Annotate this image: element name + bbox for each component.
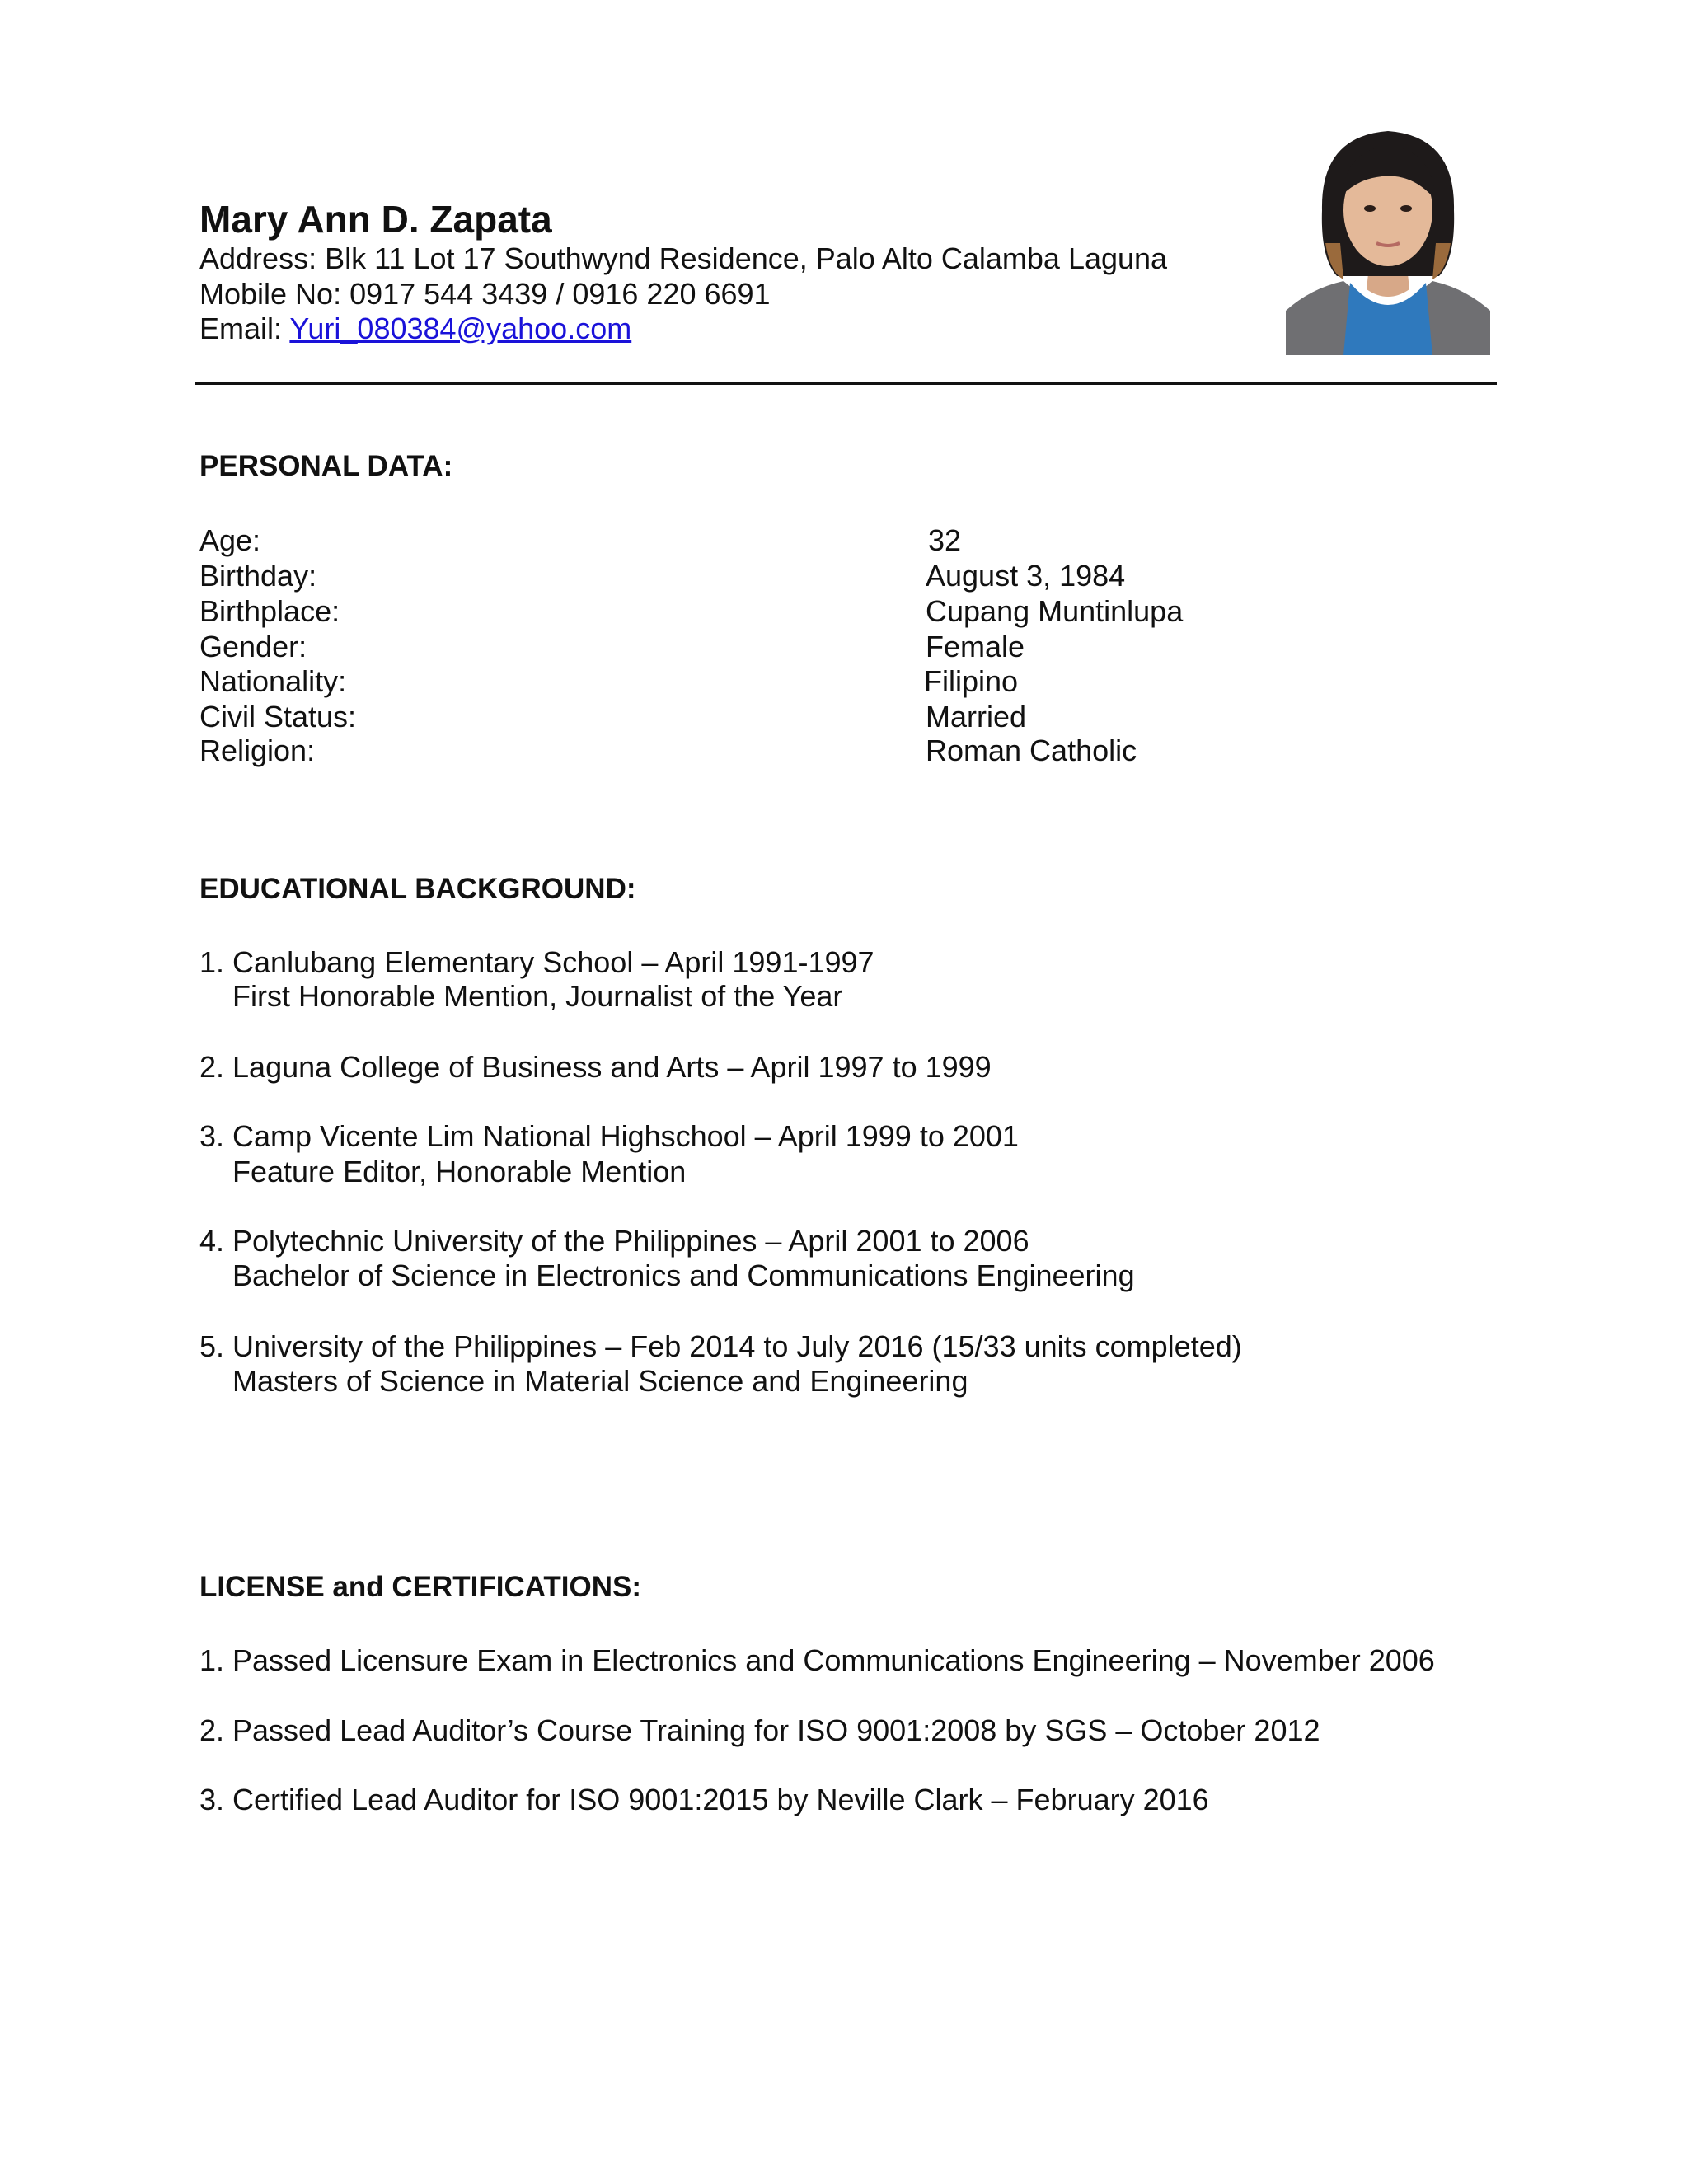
education-item: 2. Laguna College of Business and Arts – April 1997 to 1999 — [199, 1050, 992, 1084]
gender-label: Gender: — [199, 630, 307, 663]
birthday-label: Birthday: — [199, 559, 317, 593]
religion-value: Roman Catholic — [926, 733, 1137, 767]
address-line: Address: Blk 11 Lot 17 Southwynd Residence, Palo Alto Calamba Laguna — [199, 241, 1168, 275]
education-item: 4. Polytechnic University of the Philippines – April 2001 to 2006 — [199, 1224, 1029, 1258]
applicant-name: Mary Ann D. Zapata — [199, 198, 552, 241]
education-item: 1. Canlubang Elementary School – April 1991-1997 — [199, 945, 874, 979]
profile-photo — [1286, 120, 1490, 355]
civil-status-label: Civil Status: — [199, 700, 357, 733]
certification-item: 2. Passed Lead Auditor’s Course Training for ISO 9001:2008 by SGS – October 2012 — [199, 1713, 1320, 1747]
email-link[interactable]: Yuri_080384@yahoo.com — [289, 312, 632, 345]
certification-item: 1. Passed Licensure Exam in Electronics and Communications Engineering – November 2006 — [199, 1643, 1435, 1677]
age-value: 32 — [928, 523, 962, 557]
education-heading: EDUCATIONAL BACKGROUND: — [199, 873, 636, 905]
education-item-detail: First Honorable Mention, Journalist of the Year — [232, 979, 843, 1013]
certifications-heading: LICENSE and CERTIFICATIONS: — [199, 1571, 642, 1603]
civil-status-value: Married — [926, 700, 1027, 733]
email-label: Email: — [199, 312, 290, 345]
nationality-label: Nationality: — [199, 664, 347, 698]
education-item: 3. Camp Vicente Lim National Highschool – April 1999 to 2001 — [199, 1119, 1019, 1153]
personal-data-heading: PERSONAL DATA: — [199, 450, 453, 482]
certification-item: 3. Certified Lead Auditor for ISO 9001:2015 by Neville Clark – February 2016 — [199, 1783, 1209, 1816]
education-item-detail: Bachelor of Science in Electronics and Communications Engineering — [232, 1258, 1135, 1292]
birthday-value: August 3, 1984 — [926, 559, 1126, 593]
mobile-line: Mobile No: 0917 544 3439 / 0916 220 6691 — [199, 277, 771, 311]
email-line — [199, 311, 631, 347]
religion-label: Religion: — [199, 733, 316, 767]
education-item-detail: Masters of Science in Material Science and Engineering — [232, 1364, 968, 1398]
birthplace-value: Cupang Muntinlupa — [926, 594, 1184, 628]
age-label: Age: — [199, 523, 261, 557]
header-divider — [195, 382, 1497, 385]
gender-value: Female — [926, 630, 1025, 663]
education-item: 5. University of the Philippines – Feb 2014 to July 2016 (15/33 units completed) — [199, 1329, 1242, 1363]
nationality-value: Filipino — [924, 664, 1019, 698]
education-item-detail: Feature Editor, Honorable Mention — [232, 1155, 687, 1188]
birthplace-label: Birthplace: — [199, 594, 340, 628]
